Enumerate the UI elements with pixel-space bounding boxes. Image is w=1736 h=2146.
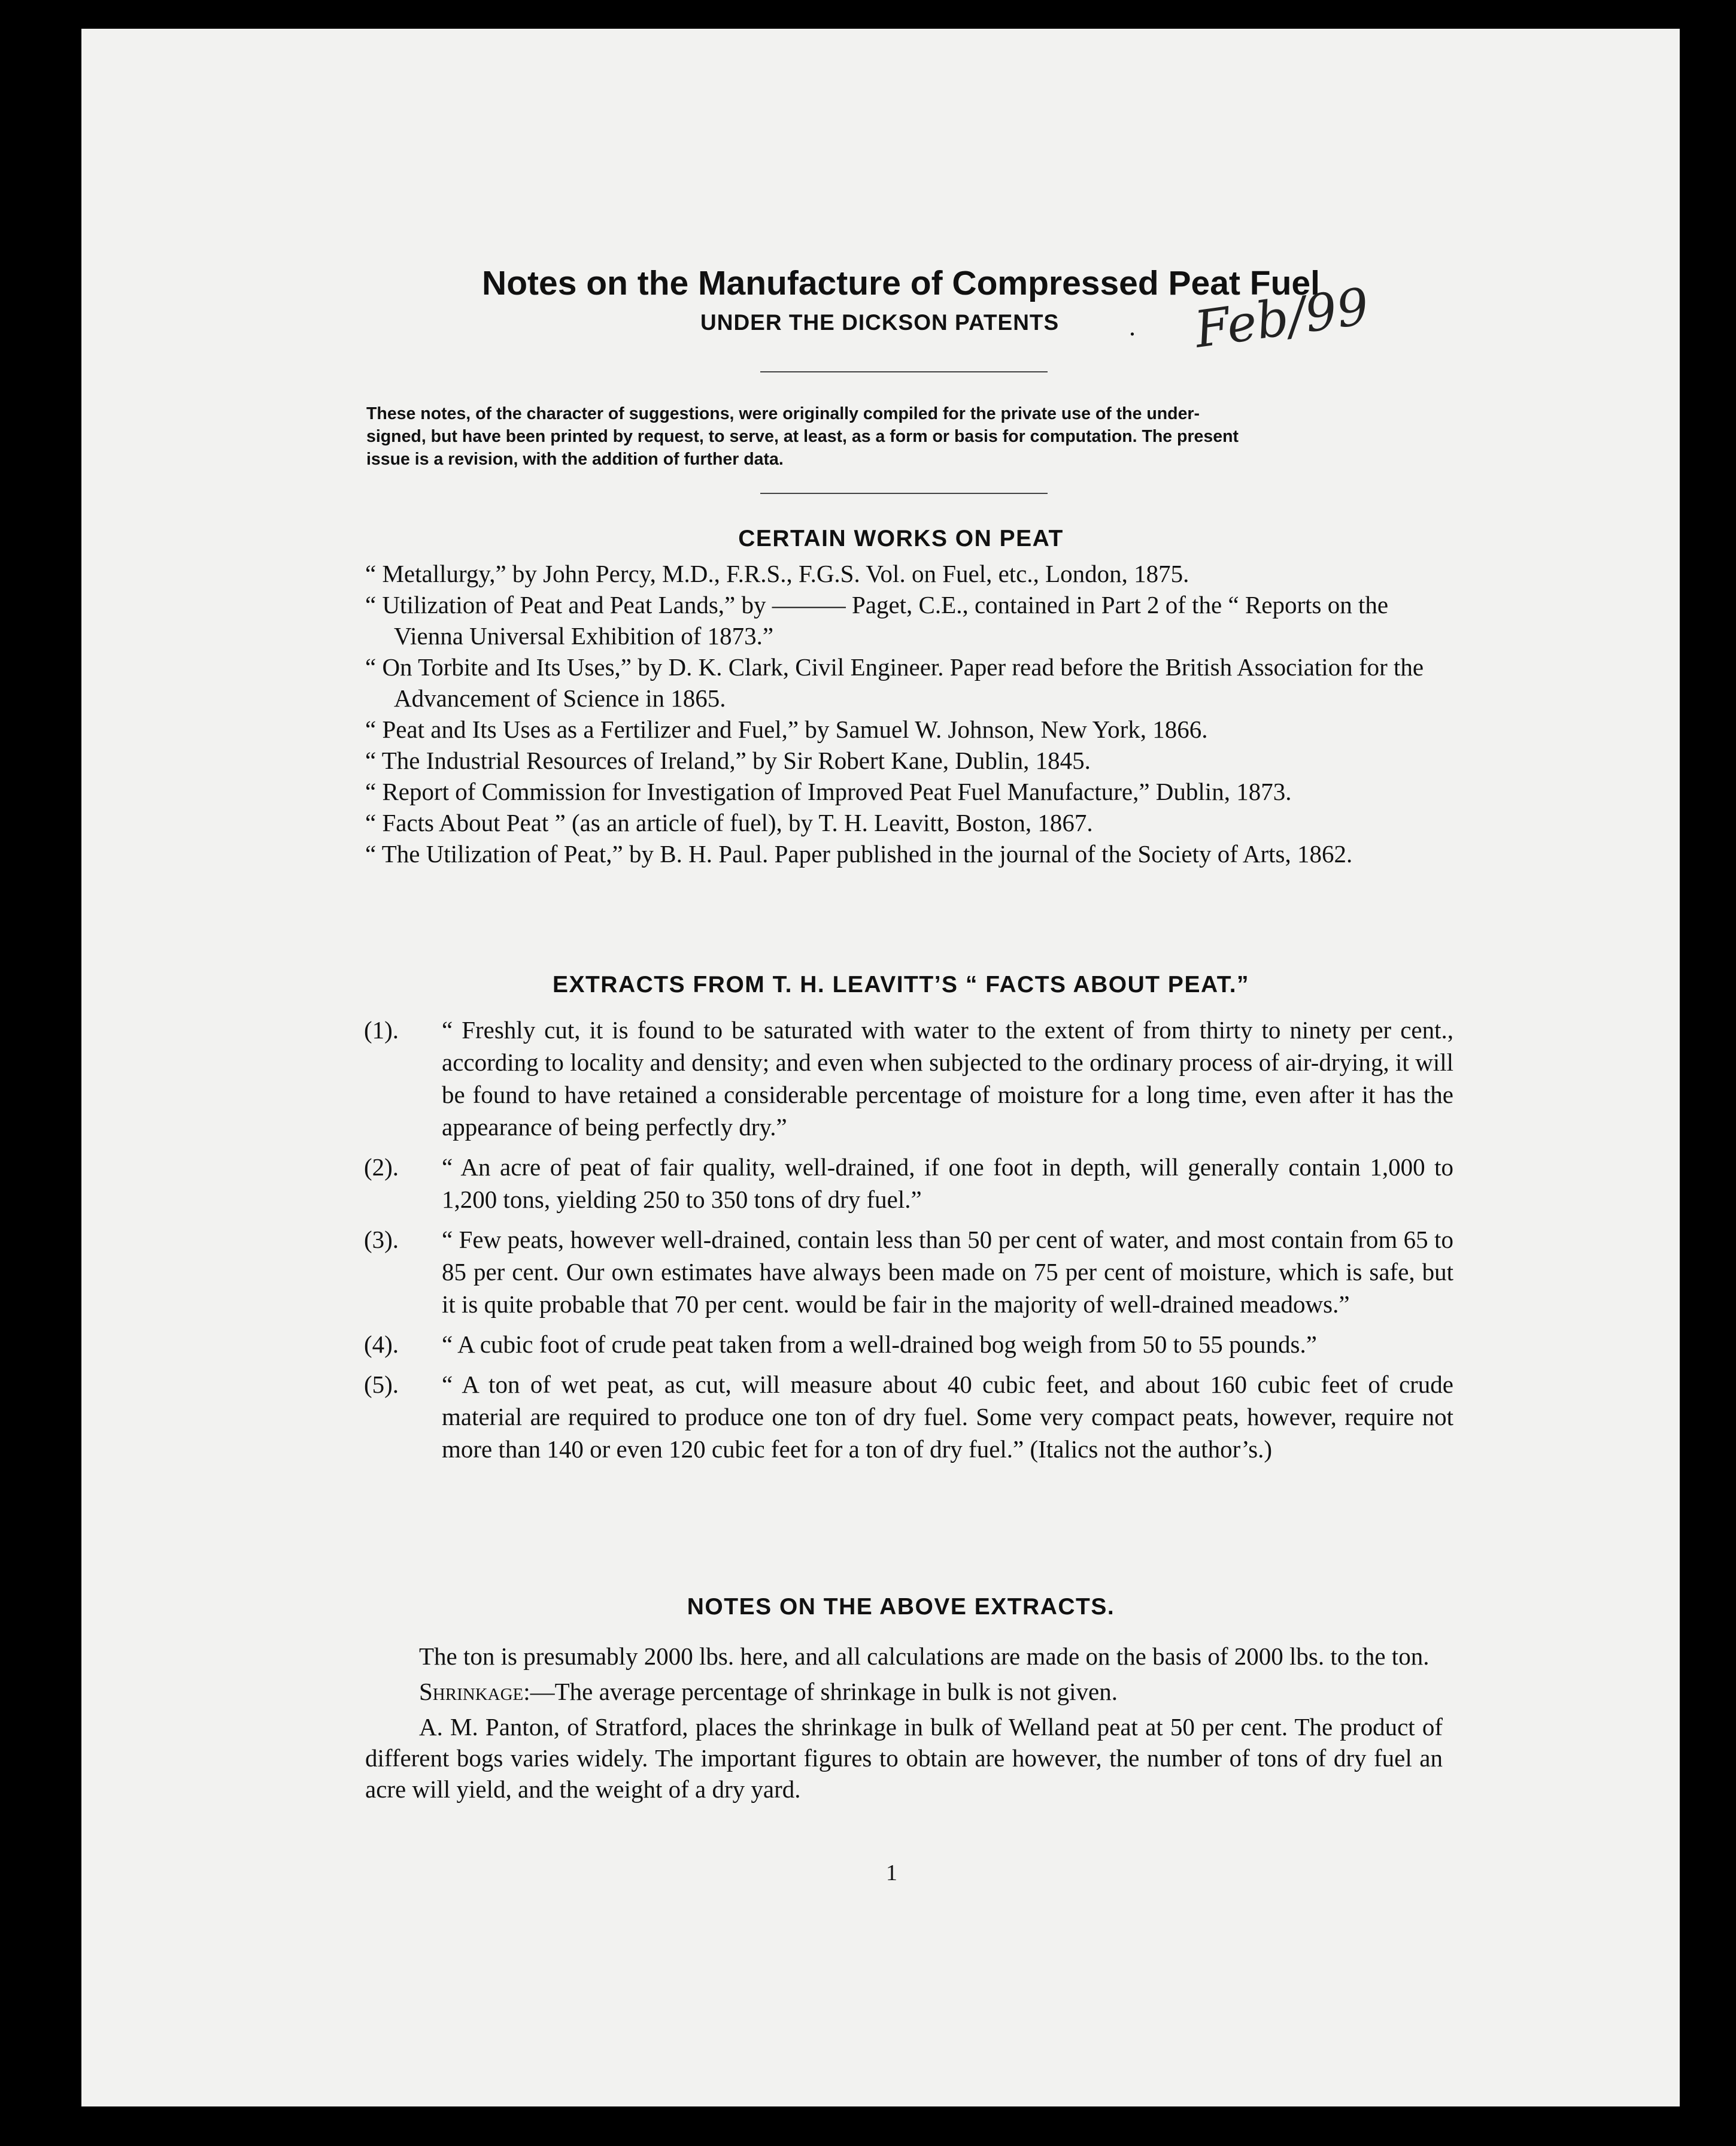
extract-text: “ Few peats, however well-drained, contain less than 50 per cent of water, and most contain from 65 to 85 per cent. Our own estimates have always been made on 75 per cent of moisture, which is safe, but it is quite probable that 70 per cent. would be fair in the majority of well-drained meadows.” — [442, 1226, 1453, 1318]
intro-line: These notes, of the character of suggestions, were originally compiled for the private use of the under- — [366, 404, 1200, 423]
notes-body — [365, 1641, 1443, 1809]
works-list — [365, 558, 1455, 869]
extract-number: (5). — [364, 1371, 399, 1398]
extract-number: (2). — [364, 1153, 399, 1181]
divider-middle — [760, 493, 1048, 494]
works-item: “ Report of Commission for Investigation of Improved Peat Fuel Manufacture,” Dublin, 1873. — [365, 778, 1292, 805]
extract-item — [364, 1223, 1453, 1320]
notes-heading: NOTES ON THE ABOVE EXTRACTS. — [687, 1594, 1115, 1620]
extract-text: “ A cubic foot of crude peat taken from a well-drained bog weigh from 50 to 55 pounds.” — [442, 1330, 1317, 1358]
extract-text: “ Freshly cut, it is found to be saturated with water to the extent of from thirty to ninety per cent., according to locality and density; and even when subjected to the ordinary process of air-drying, it will be found to have retained a considerable percentage of moisture for a long time, even after it has the appearance of being perfectly dry.” — [442, 1016, 1453, 1141]
page-title: Notes on the Manufacture of Compressed Peat Fuel — [482, 264, 1320, 302]
subtitle-dot: . — [1129, 312, 1136, 341]
divider-top — [760, 371, 1048, 372]
page-subtitle: UNDER THE DICKSON PATENTS — [700, 310, 1060, 335]
extract-item — [364, 1328, 1453, 1360]
notes-paragraph-shrinkage — [365, 1676, 1443, 1707]
handwritten-date: Feb/99 — [1191, 277, 1373, 359]
works-item: “ Utilization of Peat and Peat Lands,” by ——— Paget, C.E., contained in Part 2 of the “ Reports on the Vienna Universal Exhibition of 1873.” — [365, 591, 1389, 650]
page-number: 1 — [886, 1860, 897, 1886]
extracts-heading: EXTRACTS FROM T. H. LEAVITT’S “ FACTS ABOUT PEAT.” — [552, 972, 1250, 998]
extract-item — [364, 1014, 1453, 1143]
works-item: “ The Utilization of Peat,” by B. H. Paul. Paper published in the journal of the Society of Arts, 1862. — [365, 840, 1353, 868]
intro-paragraph — [366, 402, 1444, 471]
notes-paragraph: A. M. Panton, of Stratford, places the shrinkage in bulk of Welland peat at 50 per cent. The product of different bogs varies widely. The important figures to obtain are however, the number of tons of dry fuel an acre will yield, and the weight of a dry yard. — [365, 1713, 1443, 1803]
shrinkage-text: :—The average percentage of shrinkage in bulk is not given. — [523, 1678, 1118, 1705]
extract-number: (3). — [364, 1226, 399, 1253]
shrinkage-label: Shrinkage — [419, 1678, 524, 1705]
works-item: “ On Torbite and Its Uses,” by D. K. Clark, Civil Engineer. Paper read before the British Association for the Advancement of Science in 1865. — [365, 653, 1424, 712]
notes-paragraph: The ton is presumably 2000 lbs. here, and all calculations are made on the basis of 2000 lbs. to the ton. — [419, 1642, 1430, 1670]
extract-text: “ An acre of peat of fair quality, well-drained, if one foot in depth, will generally contain 1,000 to 1,200 tons, yielding 250 to 350 tons of dry fuel.” — [442, 1153, 1453, 1213]
intro-line: signed, but have been printed by request, to serve, at least, as a form or basis for computation. The present — [366, 427, 1239, 446]
extract-number: (1). — [364, 1016, 399, 1044]
works-heading: CERTAIN WORKS ON PEAT — [738, 526, 1064, 551]
extract-text: “ A ton of wet peat, as cut, will measure about 40 cubic feet, and about 160 cubic feet of crude material are required to produce one ton of dry fuel. Some very compact peats, however, require not more than 140 or even 120 cubic feet for a ton of dry fuel.” (Italics not the author’s.) — [442, 1371, 1453, 1463]
works-item: “ Facts About Peat ” (as an article of fuel), by T. H. Leavitt, Boston, 1867. — [365, 809, 1093, 836]
works-item: “ Metallurgy,” by John Percy, M.D., F.R.S., F.G.S. Vol. on Fuel, etc., London, 1875. — [365, 560, 1189, 587]
extracts-list — [364, 1014, 1453, 1473]
works-item: “ Peat and Its Uses as a Fertilizer and Fuel,” by Samuel W. Johnson, New York, 1866. — [365, 716, 1208, 743]
works-item: “ The Industrial Resources of Ireland,” by Sir Robert Kane, Dublin, 1845. — [365, 747, 1091, 774]
intro-line: issue is a revision, with the addition of further data. — [366, 450, 784, 469]
extract-item — [364, 1151, 1453, 1216]
extract-item — [364, 1368, 1453, 1465]
extract-number: (4). — [364, 1330, 399, 1358]
